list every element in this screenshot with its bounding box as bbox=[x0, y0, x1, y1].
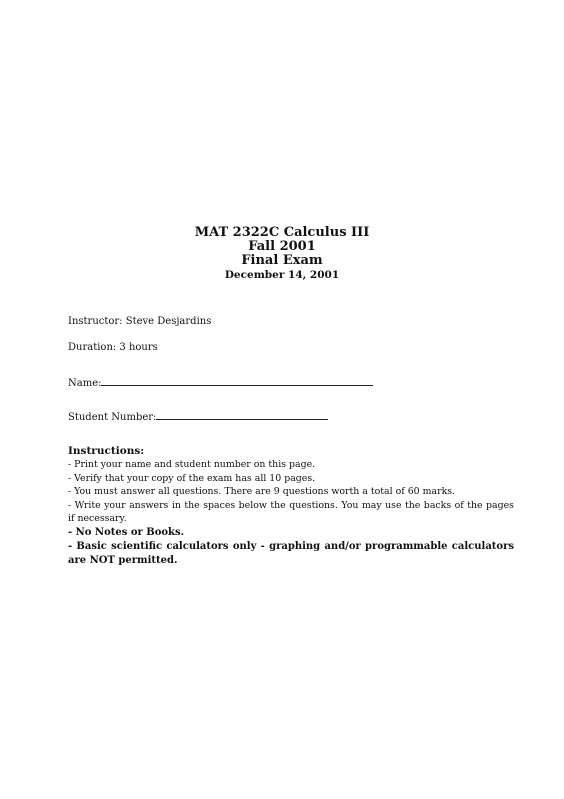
term: Fall 2001 bbox=[248, 239, 316, 254]
student-number-field bbox=[68, 409, 328, 424]
instruction-item: - Basic scientific calculators only - graphing and/or programmable calculators are NOT permitted. bbox=[68, 540, 514, 566]
instruction-item: - No Notes or Books. bbox=[68, 526, 185, 538]
course-title: MAT 2322C Calculus III bbox=[194, 225, 370, 240]
student-number-blank[interactable] bbox=[156, 409, 328, 420]
instruction-item: - Verify that your copy of the exam has all 10 pages. bbox=[68, 472, 316, 484]
instructions-heading: Instructions: bbox=[68, 445, 145, 457]
student-number-label: Student Number: bbox=[68, 412, 157, 423]
instruction-item: - You must answer all questions. There are 9 questions worth a total of 60 marks. bbox=[68, 486, 456, 497]
instruction-item: - Print your name and student number on this page. bbox=[68, 459, 316, 470]
duration-line: Duration: 3 hours bbox=[68, 342, 158, 353]
exam-date: December 14, 2001 bbox=[224, 269, 340, 281]
instructor-line: Instructor: Steve Desjardins bbox=[68, 316, 212, 327]
name-field bbox=[68, 375, 373, 390]
exam-name: Final Exam bbox=[241, 253, 323, 268]
exam-title-block bbox=[0, 226, 564, 282]
instructions-section bbox=[68, 445, 514, 568]
instruction-item: - Write your answers in the spaces below the questions. You may use the backs of the pages if necessary. bbox=[68, 499, 514, 524]
name-label: Name: bbox=[68, 378, 102, 389]
name-blank[interactable] bbox=[101, 375, 373, 386]
